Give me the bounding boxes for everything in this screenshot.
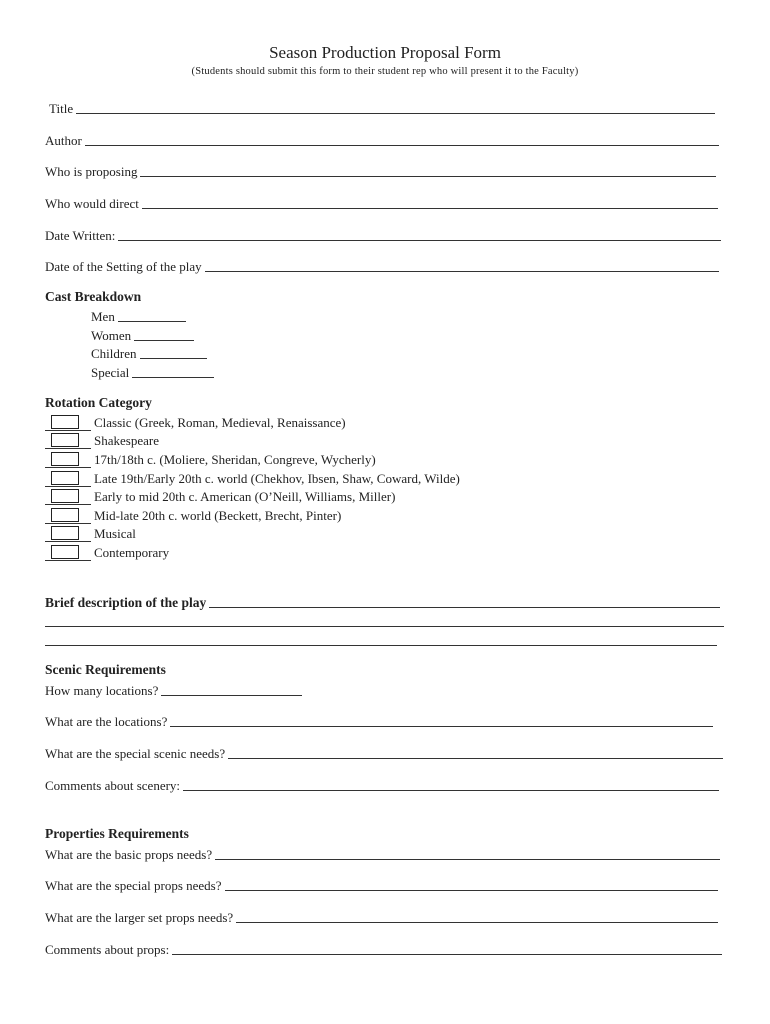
special-props-label: What are the special props needs?: [45, 878, 222, 893]
larger-props-field[interactable]: [45, 908, 718, 926]
description-field[interactable]: [45, 593, 720, 611]
who-direct-field[interactable]: [45, 194, 718, 212]
date-setting-label: Date of the Setting of the play: [45, 259, 202, 274]
basic-props-label: What are the basic props needs?: [45, 847, 213, 862]
who-proposing-label: Who is proposing: [45, 164, 138, 179]
what-locations-field[interactable]: [45, 712, 713, 730]
rotation-checkbox[interactable]: [45, 525, 91, 542]
props-comments-label: Comments about props:: [45, 942, 170, 957]
men-label: Men: [91, 309, 115, 324]
men-line[interactable]: [118, 321, 186, 322]
how-many-locations-field[interactable]: [45, 681, 302, 699]
author-line[interactable]: [85, 145, 719, 146]
title-label: Title: [49, 101, 74, 116]
what-locations-line[interactable]: [170, 726, 713, 727]
basic-props-line[interactable]: [215, 859, 720, 860]
special-scenic-line[interactable]: [228, 758, 723, 759]
who-proposing-field[interactable]: [45, 162, 716, 180]
larger-props-line[interactable]: [236, 922, 718, 923]
rotation-label: Classic (Greek, Roman, Medieval, Renaissance): [94, 415, 346, 430]
women-label: Women: [91, 328, 132, 343]
special-scenic-label: What are the special scenic needs?: [45, 746, 226, 761]
what-locations-label: What are the locations?: [45, 714, 168, 729]
title-line[interactable]: [76, 113, 715, 114]
rotation-checkbox[interactable]: [45, 544, 91, 561]
props-comments-field[interactable]: [45, 940, 722, 958]
checkbox-square-icon[interactable]: [51, 471, 79, 485]
form-subtitle: (Students should submit this form to their student rep who will present it to the Faculty): [191, 66, 579, 77]
special-scenic-field[interactable]: [45, 744, 723, 762]
description-line-3[interactable]: [45, 645, 717, 646]
men-field[interactable]: [91, 307, 186, 325]
rotation-checkbox[interactable]: [45, 414, 91, 431]
form-title: Season Production Proposal Form: [269, 43, 501, 62]
rotation-label: Contemporary: [94, 545, 170, 560]
special-field[interactable]: [91, 363, 214, 381]
scenic-heading: Scenic Requirements: [45, 662, 166, 677]
cast-heading: Cast Breakdown: [45, 289, 142, 304]
rotation-option[interactable]: [45, 524, 136, 542]
rotation-label: Early to mid 20th c. American (O’Neill, Williams, Miller): [94, 489, 396, 504]
rotation-checkbox[interactable]: [45, 432, 91, 449]
checkbox-square-icon[interactable]: [51, 508, 79, 522]
date-written-line[interactable]: [118, 240, 721, 241]
women-field[interactable]: [91, 326, 194, 344]
date-setting-line[interactable]: [205, 271, 719, 272]
women-line[interactable]: [134, 340, 194, 341]
checkbox-square-icon[interactable]: [51, 415, 79, 429]
children-line[interactable]: [140, 358, 207, 359]
checkbox-square-icon[interactable]: [51, 452, 79, 466]
date-setting-field[interactable]: [45, 257, 719, 275]
larger-props-label: What are the larger set props needs?: [45, 910, 234, 925]
author-label: Author: [45, 133, 82, 148]
special-props-field[interactable]: [45, 876, 718, 894]
rotation-option[interactable]: [45, 487, 395, 505]
date-written-label: Date Written:: [45, 228, 116, 243]
who-proposing-line[interactable]: [140, 176, 716, 177]
scenery-comments-label: Comments about scenery:: [45, 778, 181, 793]
rotation-option[interactable]: [45, 413, 346, 431]
who-direct-line[interactable]: [142, 208, 718, 209]
rotation-option[interactable]: [45, 450, 376, 468]
rotation-option[interactable]: [45, 506, 341, 524]
rotation-checkbox[interactable]: [45, 507, 91, 524]
rotation-label: Mid-late 20th c. world (Beckett, Brecht, Pinter): [94, 508, 342, 523]
checkbox-square-icon[interactable]: [51, 526, 79, 540]
rotation-label: 17th/18th c. (Moliere, Sheridan, Congreve, Wycherly): [94, 452, 376, 467]
special-line[interactable]: [132, 377, 214, 378]
how-many-locations-label: How many locations?: [45, 683, 159, 698]
rotation-label: Shakespeare: [94, 433, 159, 448]
title-field[interactable]: [49, 99, 715, 117]
date-written-field[interactable]: [45, 226, 721, 244]
rotation-checkbox[interactable]: [45, 470, 91, 487]
special-label: Special: [91, 365, 130, 380]
children-label: Children: [91, 346, 137, 361]
basic-props-field[interactable]: [45, 845, 720, 863]
rotation-checkbox[interactable]: [45, 488, 91, 505]
rotation-option[interactable]: [45, 431, 159, 449]
rotation-label: Late 19th/Early 20th c. world (Chekhov, Ibsen, Shaw, Coward, Wilde): [94, 471, 460, 486]
checkbox-square-icon[interactable]: [51, 433, 79, 447]
description-label: Brief description of the play: [45, 595, 207, 610]
rotation-option[interactable]: [45, 469, 460, 487]
rotation-heading: Rotation Category: [45, 395, 152, 410]
scenery-comments-field[interactable]: [45, 776, 719, 794]
children-field[interactable]: [91, 344, 207, 362]
props-comments-line[interactable]: [172, 954, 722, 955]
description-line[interactable]: [209, 607, 720, 608]
rotation-option[interactable]: [45, 543, 169, 561]
checkbox-square-icon[interactable]: [51, 489, 79, 503]
rotation-label: Musical: [94, 526, 136, 541]
author-field[interactable]: [45, 131, 719, 149]
rotation-checkbox[interactable]: [45, 451, 91, 468]
who-direct-label: Who would direct: [45, 196, 139, 211]
how-many-locations-line[interactable]: [161, 695, 302, 696]
special-props-line[interactable]: [225, 890, 718, 891]
description-line-2[interactable]: [45, 626, 724, 627]
props-heading: Properties Requirements: [45, 826, 189, 841]
scenery-comments-line[interactable]: [183, 790, 719, 791]
checkbox-square-icon[interactable]: [51, 545, 79, 559]
